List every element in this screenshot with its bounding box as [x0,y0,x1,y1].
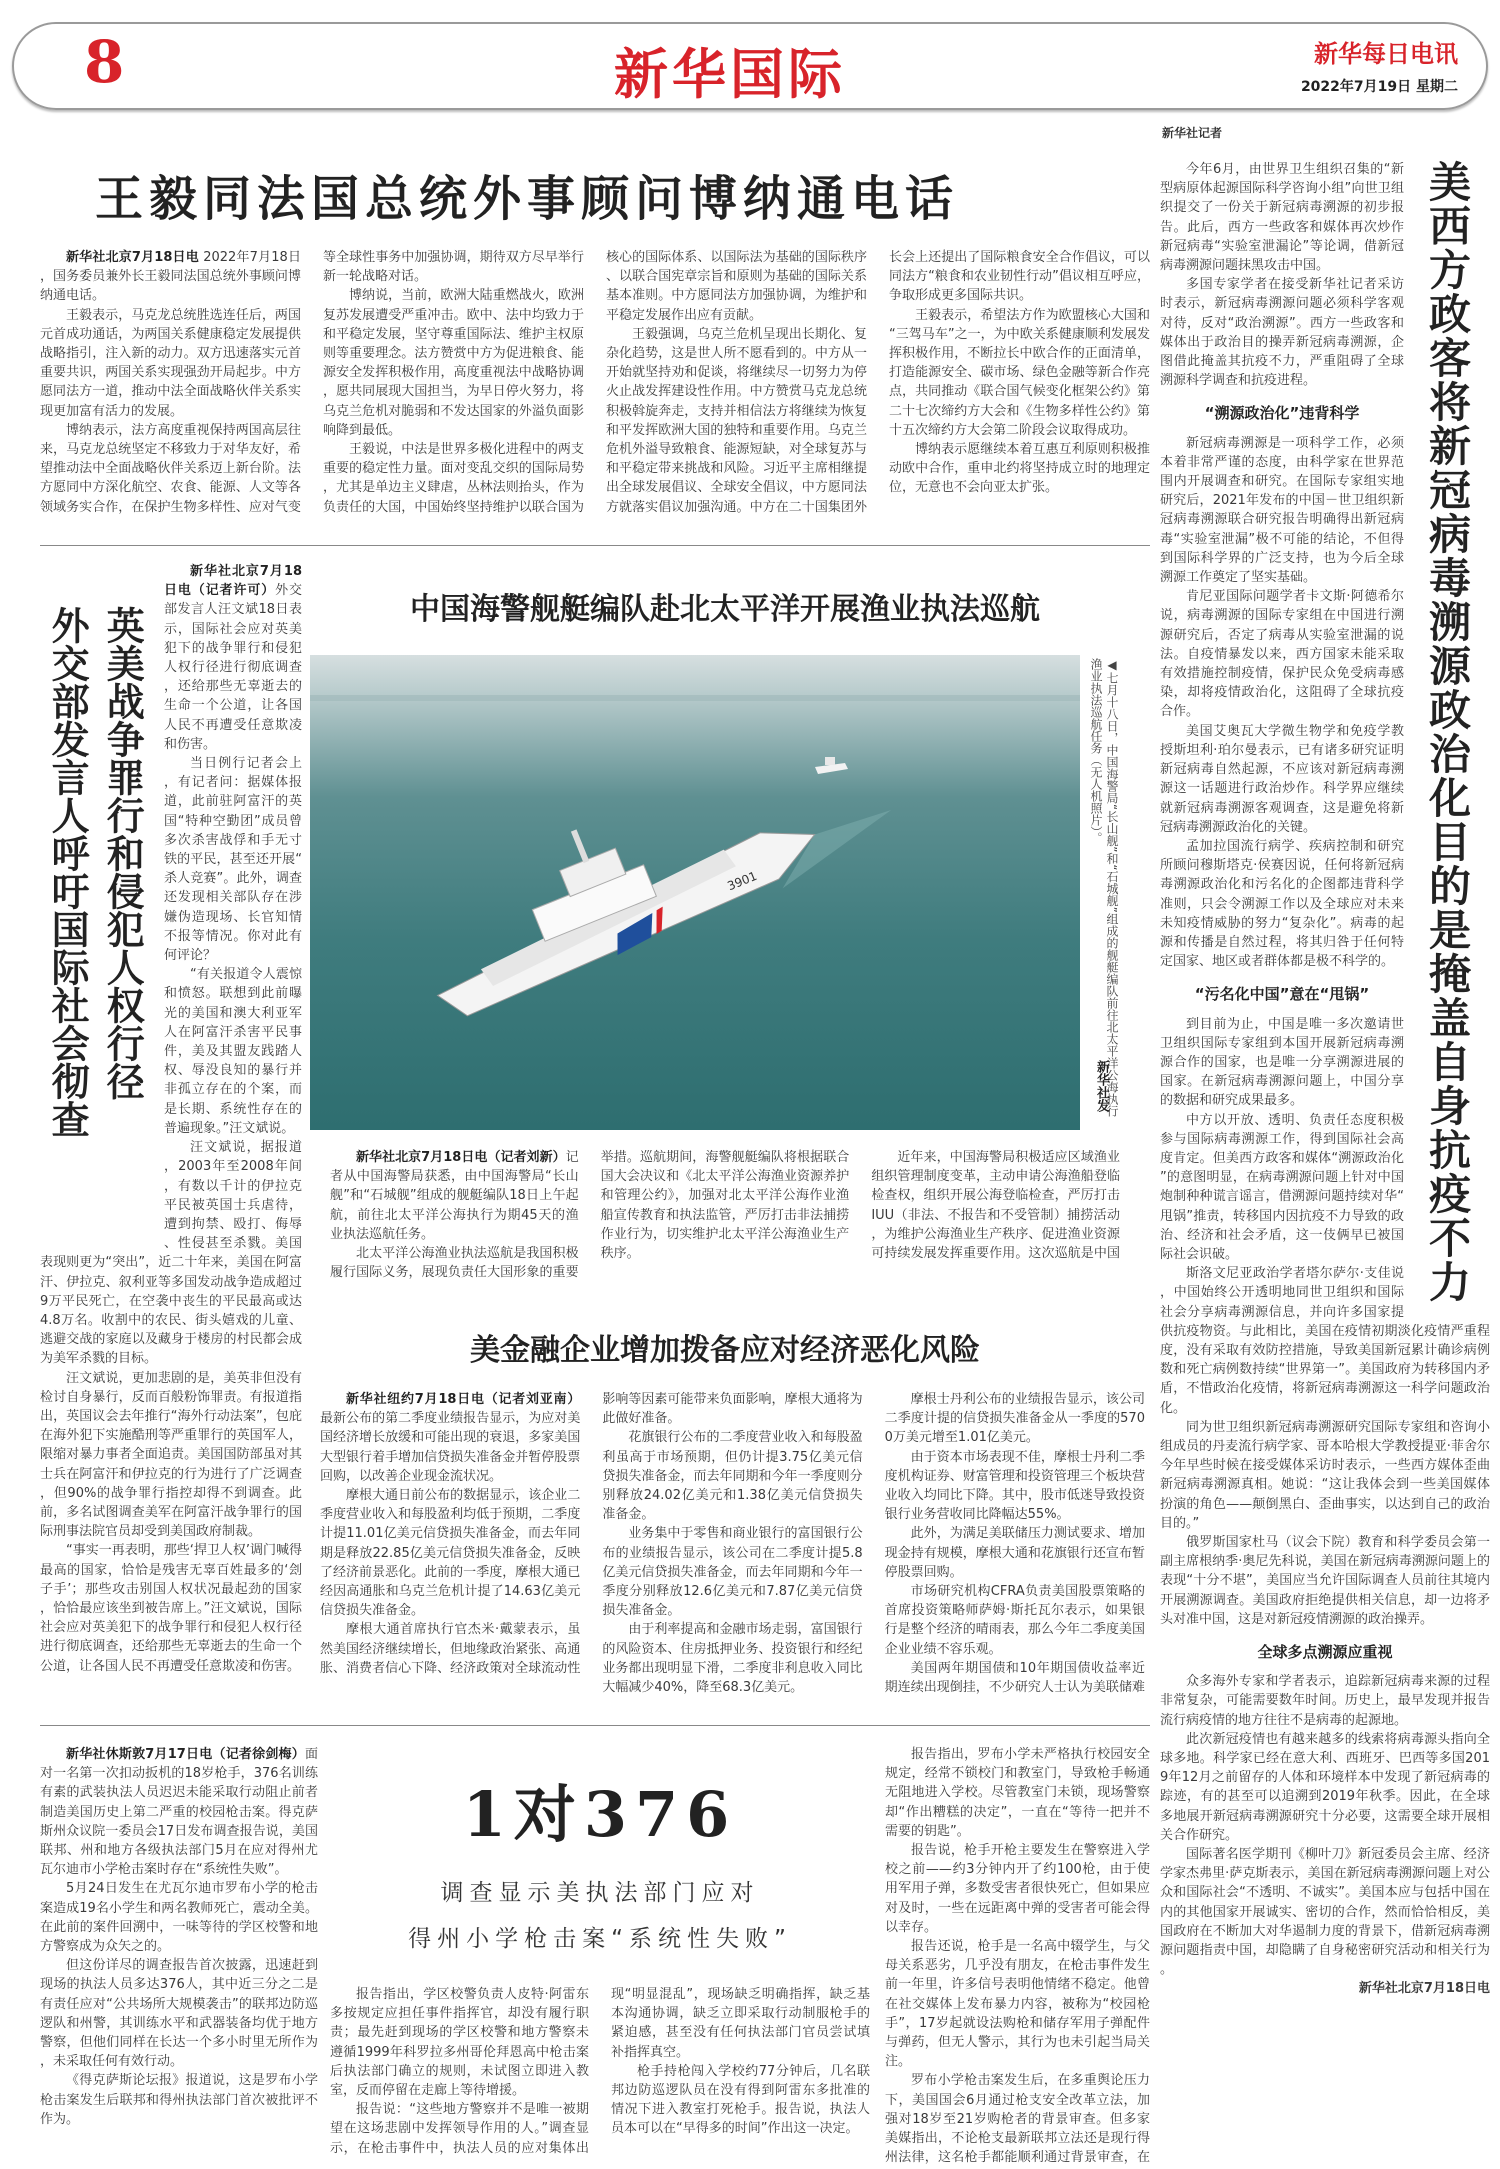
paragraph: 摩根士丹利公布的业绩报告显示，该公司二季度计提的信贷损失准备金从一季度的5700万美元增至1.01亿美元。 [884,1392,1145,1446]
shooting-subtitle: 调查显示美执法部门应对 得州小学枪击案“系统性失败” [408,1880,792,1952]
wangyi-headline: 王毅同法国总统外事顾问博纳通电话 [95,171,960,227]
paragraph: 报告指出，学区校警负责人皮特·阿雷东多按规定应担任事件指挥官，却没有履行职责；最先赶到现场的学区校警和地方警察未遵循1999年科罗拉多州哥伦拜恩高中枪击案后执法部门确立的规则，未试图立即进入教室，反而停留在走廊上等待增援。 [330,1987,589,2099]
hull-number: 3901 [725,868,759,894]
paragraph: 业务集中于零售和商业银行的富国银行公布的业绩报告显示，该公司在二季度计提5.8亿美元信贷损失准备金，而去年同期和今年一季度分别释放12.6亿美元和7.87亿美元信贷损失准备金。 [602,1526,863,1619]
lead-paragraph: 新华社休斯敦7月17日电（记者徐剑梅）面对一名第一次扣动扳机的18岁枪手，376名训练有素的武装执法人员迟迟未能采取行动阻止前者制造美国历史上第二严重的校园枪击案。得克萨斯州众议院一委员会17日发布调查报告说，美国联邦、州和地方各级执法部门5月在应对得州尤瓦尔迪市小学枪击案时存在“系统性失败”。 [40,1747,318,1878]
finance-headline: 美金融企业增加拨备应对经济恶化风险 [470,1333,980,1368]
paragraph: 报告指出，罗布小学未严格执行校园安全规定，经常不锁校门和教室门，导致枪手畅通无阻地进入学校。尽管教室门未锁，现场警察却“作出糟糕的决定”，一直在“等待一把并不需要的钥匙”。 [885,1747,1150,1839]
shooting-article-col1 [40,1745,318,2165]
paragraph: 王毅表示，马克龙总统胜选连任后，两国元首成功通话，为两国关系健康稳定发展提供战略指引，注入新的动力。双方迅速落实元首重要共识，两国关系实现强劲开局起步。中方愿同法方一道，推动中法全面战略伙伴关系实现更加富有活力的发展。 [40,307,301,419]
paragraph: 罗布小学枪击案发生后，在多重舆论压力下，美国国会6月通过枪支安全改革立法，加强对18岁至21岁购枪者的背景审查。但多家美媒指出，不论枪支最新联邦立法还是现行得州法律，这名枪手都能顺利通过背景审查，在 [885,2073,1150,2165]
masthead [12,22,1488,110]
dateline: 新华社北京7月18日电 [1358,1981,1490,1997]
paragraph: “事实一再表明，那些‘捍卫人权’调门喊得最高的国家，恰恰是残害无辜百姓最多的‘刽子手’；那些攻击别国人权状况最起劲的国家，恰恰最应该坐到被告席上。”汪文斌说，国际社会应对英美犯下的战争罪行和侵犯人权行径进行彻底调查，还给那些无辜逝去的生命一个公道，让各国人民不再遭受任意欺凌和伤害。 [40,1543,302,1674]
dateline: 新华社纽约7月18日电（记者刘亚南） [346,1392,581,1407]
dateline: 新华社北京7月18日电 [66,250,199,265]
paragraph: 摩根大通日前公布的数据显示，该企业二季度营业收入和每股盈利均低于预期，二季度计提11.01亿美元信贷损失准备金，而去年同期是释放22.85亿美元信贷损失准备金，反映了经济前景恶化。此前的一季度，摩根大通已经因高通胀和乌克兰危机计提了14.63亿美元信贷损失准备金。 [320,1488,581,1619]
covid-headline-wrap [1404,160,1490,1320]
paragraph: 俄罗斯国家杜马（议会下院）教育和科学委员会第一副主席根纳季·奥尼先科说，美国在新冠病毒溯源问题上的表现“十分不堪”，美国应当允许国际调查人员前往其境内开展溯源调查。美国政府拒绝提供相关信息，却一边将矛头对准中国，这是对新冠疫情溯源的政治操弄。 [1160,1535,1490,1627]
photo-credit: 新华社发 [1094,1060,1109,1112]
paragraph: 今年6月，由世界卫生组织召集的“新型病原体起源国际科学咨询小组”向世卫组织提交了一份关于新冠病毒溯源的初步报告。此后，西方一些政客和媒体再次炒作新冠病毒“实验室泄漏论”等论调，借新冠病毒溯源问题抹黑攻击中国。 [1160,162,1404,274]
lead-paragraph: 新华社纽约7月18日电（记者刘亚南）最新公布的第二季度业绩报告显示，为应对美国经济增长放缓和可能出现的衰退，多家美国大型银行着手增加信贷损失准备金并暂停股票回购，以改善企业现金流状况。 [320,1392,581,1484]
lead-paragraph: 新华社北京7月18日电 2022年7月18日，国务委员兼外长王毅同法国总统外事顾问博纳通电话。 [40,250,301,304]
coastguard-headline: 中国海警舰艇编队赴北太平洋开展渔业执法巡航 [410,592,1040,627]
paragraph: 报告说，枪手开枪主要发生在警察进入学校之前——约3分钟内开了约100枪，由于使用军用子弹，多数受害者很快死亡，但如果应对及时，一些在远距离中弹的受害者可能会得以幸存。 [885,1843,1150,1935]
paragraph: 当日例行记者会上，有记者问：据媒体报道，此前驻阿富汗的英国“特种空勤团”成员曾多次杀害战俘和手无寸铁的平民，甚至还开展“杀人竞赛”。此外，调查还发现相关部队存在涉嫌伪造现场、长官知情不报等情况。你对此有何评论？ [164,756,302,964]
issue-date: 2022年7月19日 星期二 [1300,79,1458,95]
paragraph: 肯尼亚国际问题学者卡文斯·阿德希尔说，病毒溯源的国际专家组在中国进行溯源研究后，否定了病毒从实验室泄漏的说法。自疫情暴发以来，西方国家未能采取有效措施控制疫情，保护民众免受病毒感染，却将疫情政治化，这阻碍了全球抗疫合作。 [1160,589,1404,720]
covid-article-body [1160,160,1490,2165]
paragraph: 由于资本市场表现不佳，摩根士丹利二季度机构证券、财富管理和投资管理三个板块营业收入均同比下降。其中，股市低迷导致投资银行业务营收同比降幅达55%。 [884,1449,1145,1523]
paragraph: 王毅强调，乌克兰危机呈现出长期化、复杂化趋势，这是世人所不愿看到的。中方从一开始就坚持劝和促谈，将继续尽一切努力为停火止战发挥建设性作用。中方赞赏马克龙总统积极斡旋奔走，支持并相信法方将继续为恢复和平发挥欧洲大国的独特和重要作用。乌克兰危机外溢导致粮食、能源短缺，对全球复苏与和平稳定带来挑战和风险。习近平主席相继提出全球发展倡议、全球安全倡议，中方愿同法方就落实倡议加强沟通。中方在二十国集团外长会上还提出了国际粮食安全合作倡议，可以同法方“粮食和农业韧性行动”倡议相互呼应，争取形成更多国际共识。 [606,250,1150,515]
paragraph: 但这份详尽的调查报告首次披露，迅速赶到现场的执法人员多达376人，其中近三分之二是有责任应对“公共场所大规模袭击”的联邦边防巡逻队和州警，其训练水平和武器装备均优于地方警察，但他们同样在长达一个多小时里无所作为，未采取任何有效行动。 [40,1958,318,2070]
shooting-article-col2 [330,1985,870,2165]
subheading: 全球多点溯源应重视 [1257,1643,1393,1662]
paragraph: 中方以开放、透明、负责任态度积极参与国际病毒溯源工作，得到国际社会高度肯定。但美西方政客和媒体“溯源政治化”的意图明显，在病毒溯源问题上针对中国炮制种种谎言谣言，借溯源问题持续对华“甩锅”推责，转移国内因抗疫不力导致的政治、经济和社会矛盾，这一伎俩早已被国际社会识破。 [1160,1112,1404,1262]
paragraph: 到目前为止，中国是唯一多次邀请世卫组织国际专家组到本国开展新冠病毒溯源合作的国家，也是唯一分享溯源进展的国家。在新冠病毒溯源问题上，中国分享的数据和研究成果最多。 [1160,1016,1404,1109]
distant-ship [815,757,848,774]
dateline: 新华社休斯敦7月17日电（记者徐剑梅） [66,1747,305,1762]
mfa-headline: 外交部发言人呼吁国际社会彻查 英美战争罪行和侵犯人权行径 [45,606,146,1138]
page-number: 8 [84,28,125,96]
lead-paragraph: 新华社北京7月18日电（记者刘新）记者从中国海警局获悉，由中国海警局“长山舰”和“石城舰”组成的舰艇编队18日上午起航，前往北太平洋公海执行为期45天的渔业执法巡航任务。 [330,1150,579,1242]
dateline: 新华社北京7月18日电（记者许可） [164,564,302,599]
paper-name-logo: 新华每日电讯 [1314,39,1458,68]
wangyi-article-body [40,248,1150,536]
paragraph: 摩根大通首席执行官杰米·戴蒙表示，虽然美国经济继续增长，但地缘政治紧张、高通胀、消费者信心下降、经济政策对全球流动性影响等因素可能带来负面影响，摩根大通将为此做好准备。 [320,1392,863,1676]
paragraph: 报告还说，枪手是一名高中辍学生，与父母关系恶劣，几乎没有朋友，在枪击事件发生前一年里，许多信号表明他情绪不稳定。他曾在社交媒体上发布暴力内容，被称为“校园枪手”，17岁起就设法购枪和储存军用子弹配件与弹药，但无人警示，其行为也未引起当局关注。 [885,1939,1150,2070]
paragraph: 汪文斌说，据报道，2003年至2008年间，有数以千计的伊拉克平民被英国士兵虐待，遭到拘禁、殴打、侮辱、性侵甚至杀戮。美国表现则更为“突出”，近二十年来，美国在阿富汗、伊拉克、叙利亚等多国发动战争造成超过9万平民死亡，在空袭中丧生的平民最高或达4.8万名。收割中的农民、街头嬉戏的儿童、逃避交战的家庭以及藏身于楼房的村民都会成为美军杀戮的目标。 [40,1140,302,1367]
mfa-article-body [40,562,302,1702]
divider [40,1725,1150,1726]
paragraph: 市场研究机构CFRA负责美国股票策略的首席投资策略师萨姆·斯托瓦尔表示，如果银行是整个经济的晴雨表，那么今年二季度美国企业业绩不容乐观。 [884,1584,1145,1657]
paragraph: 近年来，中国海警局积极适应区域渔业组织管理制度变革，主动申请公海渔船登临检查权，组织开展公海登临检查，严厉打击IUU（非法、不报告和不受管制）捕捞活动，为维护公海渔业生产秩序、促进渔业资源可持续发展发挥重要作用。这次巡航是中国 [871,1150,1120,1262]
paragraph: 众多海外专家和学者表示，追踪新冠病毒来源的过程非常复杂，可能需要数年时间。历史上，最早发现并报告流行病疫情的地方往往不是病毒的起源地。 [1160,1674,1490,1728]
shooting-article-col3 [885,1745,1150,2165]
paragraph: 新冠病毒溯源是一项科学工作，必须本着非常严谨的态度，由科学家在世界范围内开展调查和研究。在国际专家组实地研究后，2021年发布的中国－世卫组织新冠病毒溯源联合研究报告明确得出新冠病毒“实验室泄漏”极不可能的结论，不但得到国际科学界的广泛支持，也为今后全球溯源工作奠定了坚实基础。 [1160,435,1404,586]
paragraph: 花旗银行公布的二季度营业收入和每股盈利虽高于市场预期，但仍计提3.75亿美元信贷损失准备金，而去年同期和今年一季度则分别释放24.02亿美元和1.38亿美元信贷损失准备金。 [602,1430,863,1523]
subheading: “污名化中国”意在“甩锅” [1194,985,1370,1004]
paragraph: 斯洛文尼亚政治学者塔尔萨尔·支佳说，中国始终公开透明地同世卫组织和国际社会分享病毒溯源信息，并向许多国家提供抗疫物资。与此相比，美国在疫情初期淡化疫情严重程度，没有采取有效防控措施，导致美国新冠累计确诊病例数和死亡病例数持续“世界第一”。美国政府为转移国内矛盾，不惜政治化疫情，将新冠病毒溯源这一科学问题政治化。 [1160,1266,1490,1416]
byline: 新华社记者 [1162,126,1223,140]
paragraph: 王毅说，中法是世界多极化进程中的两支重要的稳定性力量。面对变乱交织的国际局势，尤其是单边主义肆虐，丛林法则抬头，作为负责任的大国，中国始终坚持维护以联合国为核心的国际体系、以国际法为基础的国际秩序、以联合国宪章宗旨和原则为基础的国际关系基本准则。中方愿同法方加强协调，为维护和平稳定发展作出应有贡献。 [323,250,867,515]
finance-article-body [320,1390,1145,1706]
paragraph: 此次新冠疫情也有越来越多的线索将病毒源头指向全球多地。科学家已经在意大利、西班牙、巴西等多国2019年12月之前留存的人体和环境样本中发现了新冠病毒的踪迹，有的甚至可以追溯到2019年秋季。因此，在全球多地展开新冠病毒溯源研究十分必要，这需要全球开展相关合作研究。 [1160,1731,1490,1843]
photo-caption: ◀七月十八日，中国海警局“长山舰”和“石城舰”组成的舰艇编队前往北太平洋公海执行渔业执法巡航任务（无人机照片）。 [1089,658,1119,1117]
paragraph: 此外，为满足美联储压力测试要求、增加现金持有规模，摩根大通和花旗银行还宣布暂停股票回购。 [884,1526,1145,1580]
paragraph: 枪手持枪闯入学校约77分钟后，几名联邦边防巡逻队员在没有得到阿雷东多批准的情况下进入教室打死枪手。报告说，执法人员本可以在“早得多的时间”作出这一决定。 [611,2063,870,2137]
lead-paragraph: 新华社北京7月18日电（记者许可）外交部发言人汪文斌18日表示，国际社会应对英美犯下的战争罪行和侵犯人权行径进行彻底调查，还给那些无辜逝去的生命一个公道，让各国人民不再遭受任意欺凌和伤害。 [164,564,302,752]
paragraph: 《得克萨斯论坛报》报道说，这是罗布小学枪击案发生后联邦和得州执法部门首次被批评不作为。 [40,2073,318,2127]
coastguard-photo [310,655,1080,1130]
paragraph: 博纳说，当前，欧洲大陆重燃战火，欧洲复苏发展遭受严重冲击。欧中、法中均致力于和平稳定发展，坚守尊重国际法、维护主权原则等重要理念。法方赞赏中方为促进粮食、能源安全发挥积极作用，高度重视法中战略协调，愿共同展现大国担当，为早日停火努力，将乌克兰危机对脆弱和不发达国家的外溢负面影响降到最低。 [323,288,584,438]
paragraph: “有关报道令人震惊和愤怒。联想到此前曝光的美国和澳大利亚军人在阿富汗杀害平民事件，美及其盟友践踏人权、辱没良知的暴行并非孤立存在的个案，而是长期、系统性存在的普遍现象。”汪文斌说。 [164,967,302,1136]
paragraph: 博纳表示，法方高度重视保持两国高层往来，马克龙总统坚定不移致力于对华友好，希望推动法中全面战略伙伴关系迈上新台阶。法方愿同中方深化航空、农食、能源、人文等各领域务实合作，在保护生物多样性、应对气变等全球性事务中加强协调，期待双方尽早举行新一轮战略对话。 [40,250,584,515]
paragraph: 5月24日发生在尤瓦尔迪市罗布小学的枪击案造成19名小学生和两名教师死亡，震动全美。在此前的案件回溯中，一味等待的学区校警和地方警察成为众矢之的。 [40,1881,318,1955]
paragraph: 报告说：“这些地方警察并不是唯一被期望在这场悲剧中发挥领导作用的人。”调查显示，在枪击事件中，执法人员的应对集体出现“明显混乱”，现场缺乏明确指挥，缺乏基本沟通协调，缺乏立即采取行动制服枪手的紧迫感，甚至没有任何执法部门官员尝试填补指挥真空。 [330,1987,870,2156]
dateline: 新华社北京7月18日电（记者刘新） [356,1150,566,1165]
paragraph: 王毅表示，希望法方作为欧盟核心大国和“三驾马车”之一，为中欧关系健康顺利发展发挥积极作用，不断拉长中欧合作的正面清单，打造能源安全、碳市场、绿色金融等新合作亮点，共同推动《联合国气候变化框架公约》第二十七次缔约方大会和《生物多样性公约》第十五次缔约方大会第二阶段会议取得成功。 [889,307,1150,438]
covid-headline: 美西方政客将新冠病毒溯源政治化目的是掩盖自身抗疫不力 [1423,160,1473,1304]
divider [40,545,1150,546]
shooting-headline: 1对376 [462,1778,738,1851]
paragraph: 汪文斌说，更加悲剧的是，美英非但没有检讨自身暴行，反而百般粉饰罪责。有报道指出，英国议会去年推行“海外行动法案”，包庇在海外犯下实施酷刑等严重罪行的英国军人，限缩对暴力事者全面追责。美国国防部虽对其士兵在阿富汗和伊拉克的行为进行了广泛调查，但90%的战争罪行指控却得不到调查。此前，多名试图调查美军在阿富汗战争罪行的国际刑事法院官员却受到美国政府制裁。 [40,1370,302,1540]
paragraph: 多国专家学者在接受新华社记者采访时表示，新冠病毒溯源问题必须科学客观对待，反对“政治溯源”。西方一些政客和媒体出于政治目的操弄新冠病毒溯源，企图借此掩盖其抗疫不力，严重阻碍了全球溯源科学调查和抗疫进程。 [1160,277,1404,389]
paragraph: 国际著名医学期刊《柳叶刀》新冠委员会主席、经济学家杰弗里·萨克斯表示，美国在新冠病毒溯源问题上对公众和国际社会“不透明、不诚实”。美国本应与包括中国在内的其他国家开展诚实、密切的合作，然而恰恰相反，美国政府在不断加大对华遏制力度的背景下，借新冠病毒溯源问题指责中国，却隐瞒了自身秘密研究活动和相关行为。 [1160,1847,1490,1978]
paragraph: 由于利率提高和金融市场走弱，富国银行的风险资本、住房抵押业务、投资银行和经纪业务都出现明显下滑，二季度非利息收入同比大幅减少40%，降至68.3亿美元。 [602,1622,863,1696]
paragraph: 孟加拉国流行病学、疾病控制和研究所顾问穆斯塔克·侯赛因说，任何将新冠病毒溯源政治化和污名化的企图都违背科学准则，只会令溯源工作以及全球应对未来未知疫情威胁的努力“复杂化”。病毒的起源和传播是自然过程，将其归咎于任何特定国家、地区或者群体都是极不科学的。 [1160,838,1404,970]
paragraph: 博纳表示愿继续本着互惠互利原则积极推动欧中合作，重申北约将坚持成立时的地理定位，无意也不会向亚太扩张。 [889,442,1150,496]
paragraph: 北太平洋公海渔业执法巡航是我国积极履行国际义务，展现负责任大国形象的重要举措。巡航期间，海警舰艇编队将根据联合国大会决议和《北太平洋公海渔业资源养护和管理公约》，加强对北太平洋公海作业渔船宣传教育和执法监管，严厉打击非法捕捞作业行为，切实维护北太平洋公海渔业生产秩序。 [330,1150,850,1281]
paragraph: 美国两年期国债和10年期国债收益率近期连续出现倒挂，不少研究人士认为美联储难 [884,1660,1145,1696]
paragraph: 美国艾奥瓦大学微生物学和免疫学教授斯坦利·珀尔曼表示，已有诸多研究证明新冠病毒自然起源，不应该对新冠病毒溯源这一话题进行政治炒作。科学界应继续就新冠病毒溯源客观调查，这是避免将新冠病毒溯源政治化的关键。 [1160,723,1404,835]
coastguard-article-body [330,1148,1120,1284]
subheading: “溯源政治化”违背科学 [1204,404,1360,423]
ship-photo-illustration [310,655,1080,1130]
section-title: 新华国际 [614,42,846,106]
paragraph: 同为世卫组织新冠病毒溯源研究国际专家组和咨询小组成员的丹麦流行病学家、哥本哈根大学教授提亚·菲舍尔今年早些时候在接受媒体采访时表示，一些西方媒体歪曲新冠病毒溯源真相。她说：“这让我体会到一些美国媒体扮演的角色——颠倒黑白、歪曲事实，以达到自己的政治目的。” [1160,1419,1490,1531]
